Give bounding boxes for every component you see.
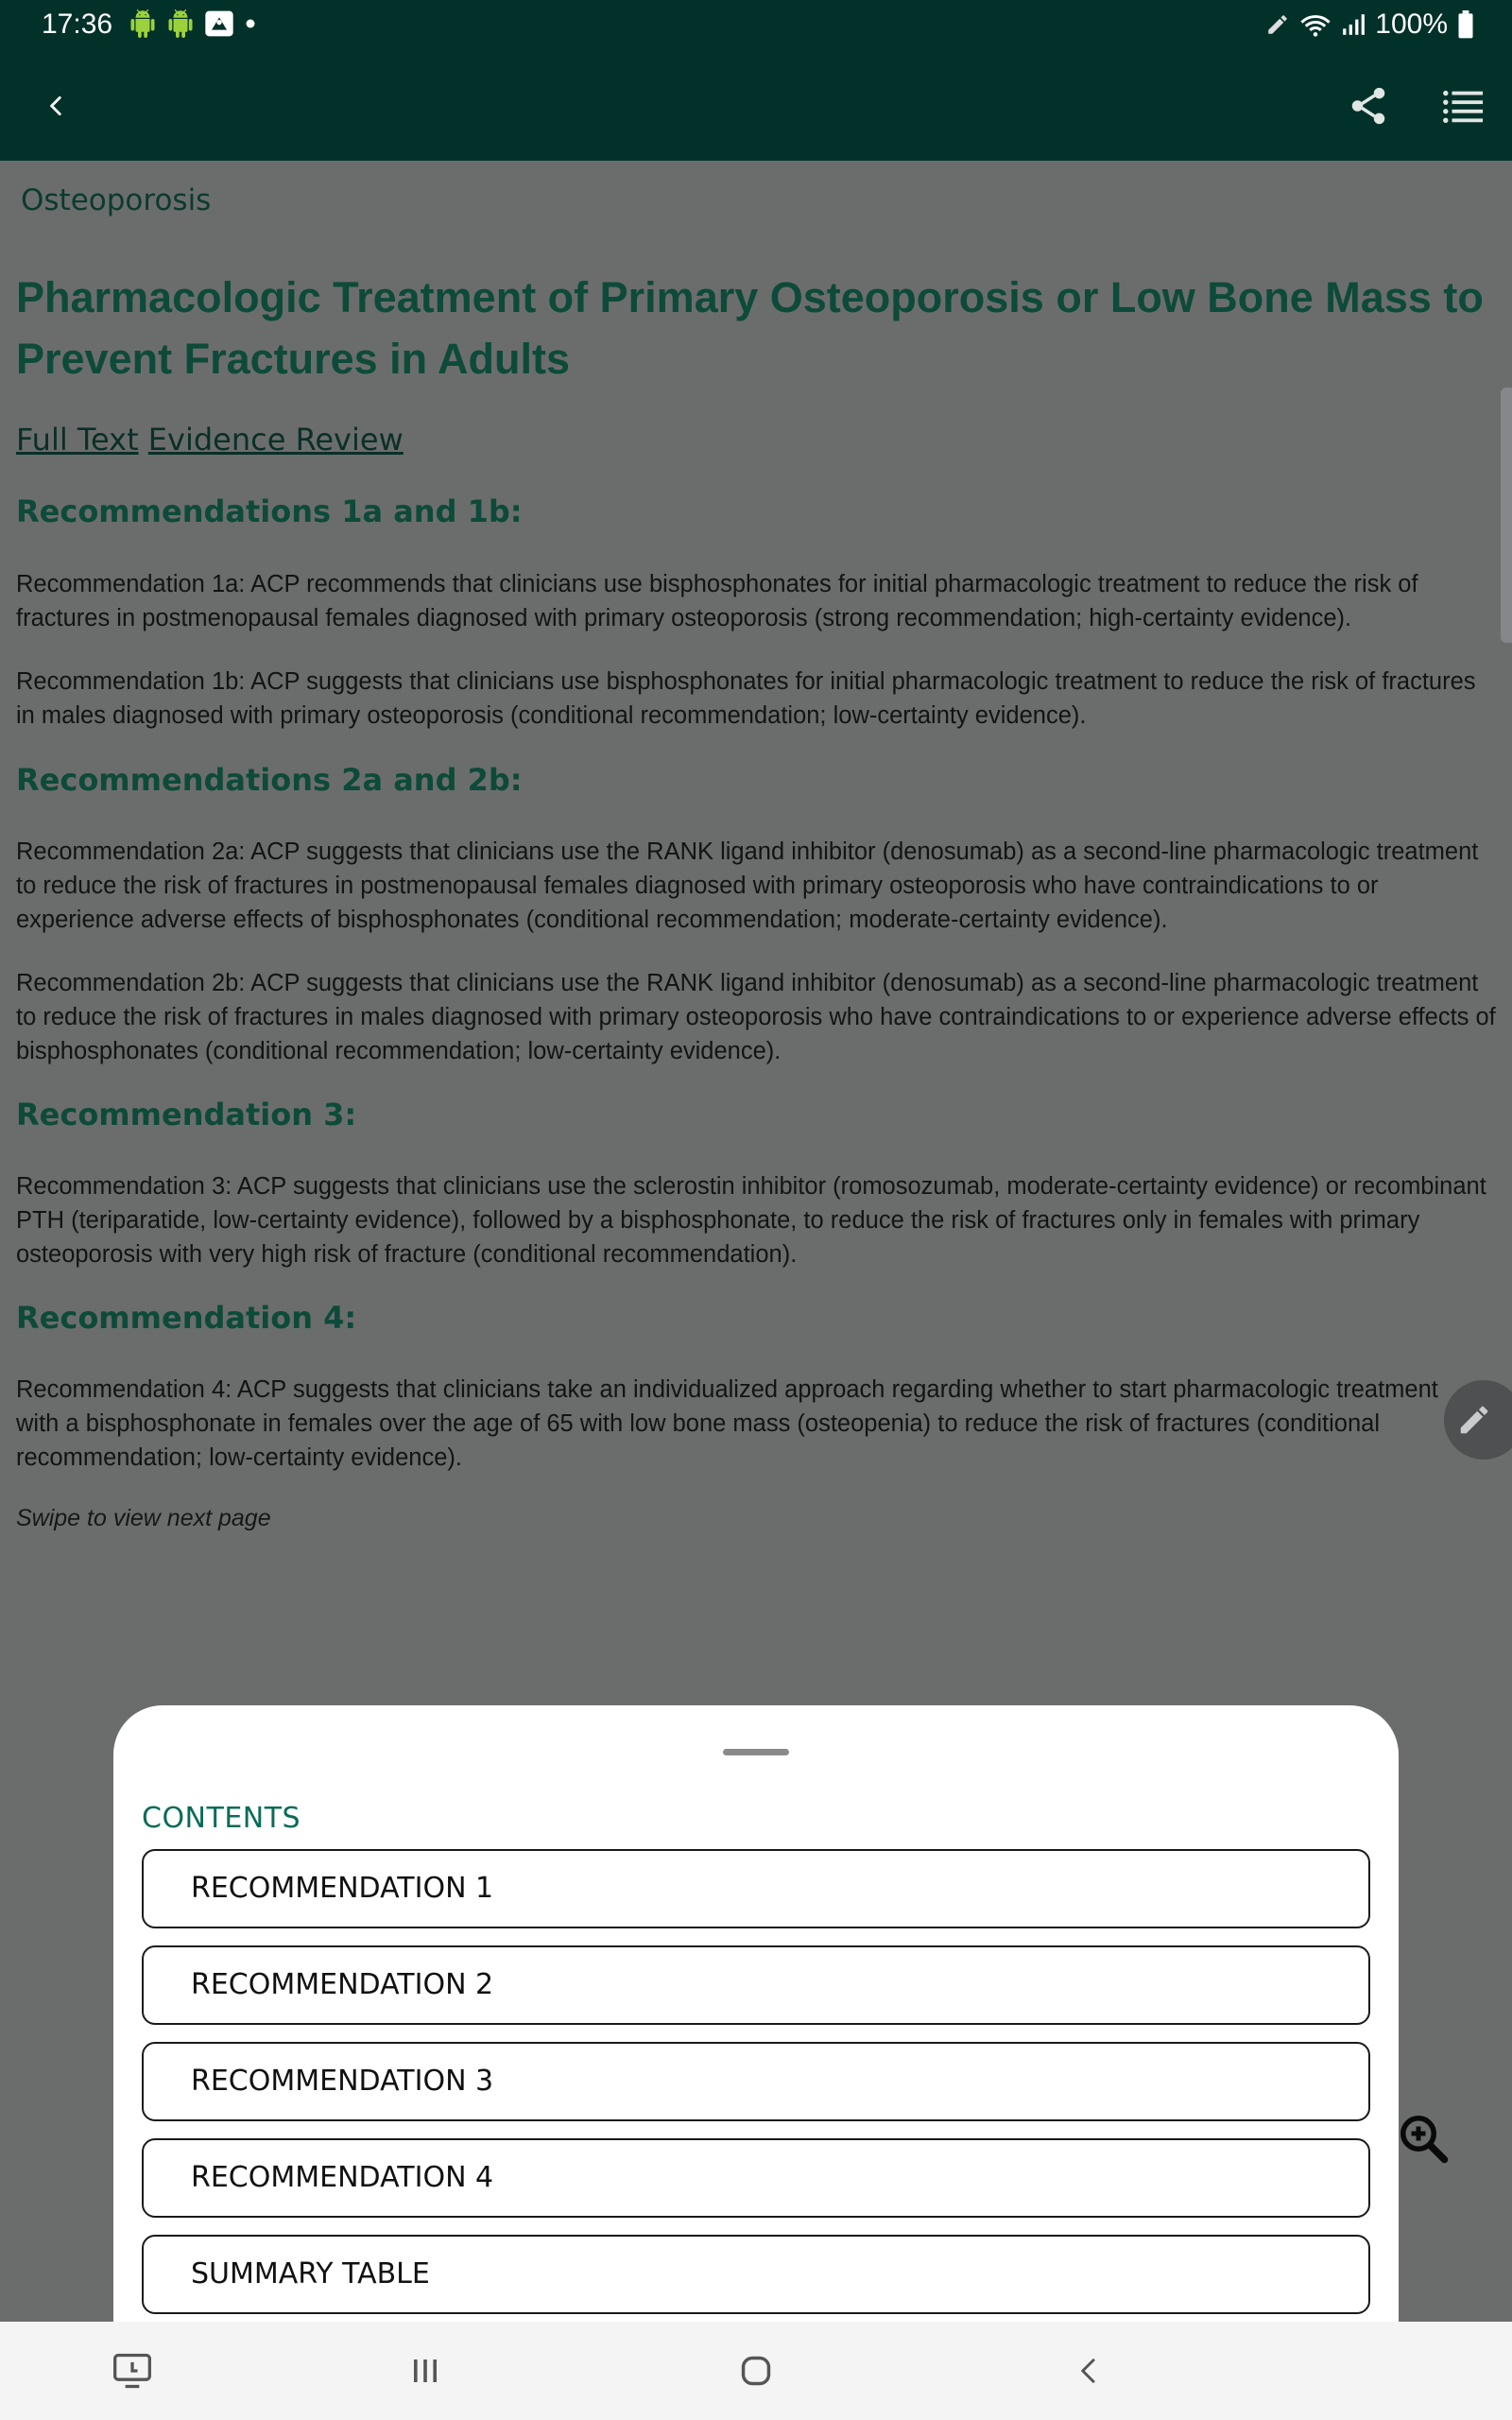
edge-panel-handle[interactable] xyxy=(1501,388,1512,643)
share-button[interactable] xyxy=(1338,76,1399,136)
contents-label: CONTENTS xyxy=(142,1802,301,1835)
evidence-review-link[interactable]: Evidence Review xyxy=(147,422,404,458)
contents-item-label: RECOMMENDATION 2 xyxy=(191,1968,494,2001)
breadcrumb[interactable]: Osteoporosis xyxy=(21,183,212,217)
signal-icon xyxy=(1341,12,1366,37)
contents-item-label: RECOMMENDATION 3 xyxy=(191,2065,494,2098)
section-heading: Recommendation 3: xyxy=(16,1097,357,1132)
back-button[interactable] xyxy=(28,78,85,134)
battery-icon xyxy=(1457,10,1474,39)
swipe-hint: Swipe to view next page xyxy=(16,1505,271,1531)
notification-icon xyxy=(204,9,234,38)
pen-icon xyxy=(1265,12,1290,37)
recommendation-paragraph: Recommendation 2b: ACP suggests that clinicians use the RANK ligand inhibitor (denosumab) as a second-line pharmacologic treatment to reduce the risk of fractures in males diagnosed with primary osteoporosis who have contraindications to or experience adverse effects of bisphosphonates (conditional recommendation; low-certainty evidence). xyxy=(16,970,1496,1064)
android-icon xyxy=(129,9,157,38)
screen-share-button[interactable] xyxy=(104,2342,161,2399)
system-back-button[interactable] xyxy=(1060,2342,1117,2399)
contents-item-summary-table[interactable] xyxy=(142,2235,1370,2314)
recommendation-paragraph: Recommendation 4: ACP suggests that clinicians take an individualized approach regarding whether to start pharmacologic treatment with a bisphosphonate in females over the age of 65 with low bone mass (osteopenia) to reduce the risk of fractures (conditional recommendation; low-certainty evidence). xyxy=(16,1376,1438,1471)
zoom-button[interactable] xyxy=(1395,2110,1452,2167)
list-icon xyxy=(1441,87,1485,125)
dot-icon xyxy=(244,17,257,30)
status-notification-icons xyxy=(129,9,257,38)
pencil-icon xyxy=(1456,1402,1492,1438)
full-text-link[interactable]: Full Text xyxy=(16,422,139,458)
recents-icon xyxy=(408,2354,442,2388)
home-icon xyxy=(738,2353,774,2389)
contents-item-recommendation-2[interactable] xyxy=(142,1945,1370,2025)
contents-bottom-sheet xyxy=(113,1705,1399,2322)
app-bar xyxy=(0,49,1512,161)
recommendation-paragraph: Recommendation 1a: ACP recommends that clinicians use bisphosphonates for initial pharmacologic treatment to reduce the risk of fractures in postmenopausal females diagnosed with primary osteoporosis (strong recommendation; high-certainty evidence). xyxy=(16,571,1418,631)
recommendation-paragraph: Recommendation 2a: ACP suggests that clinicians use the RANK ligand inhibitor (denosumab) as a second-line pharmacologic treatment to reduce the risk of fractures in postmenopausal females diagnosed with primary osteoporosis who have contraindications to or experience adverse effects of bisphosphonates (conditional recommendation; moderate-certainty evidence). xyxy=(16,838,1479,933)
contents-item-label: RECOMMENDATION 4 xyxy=(191,2161,494,2194)
recents-button[interactable] xyxy=(397,2342,454,2399)
contents-item-recommendation-4[interactable] xyxy=(142,2138,1370,2218)
section-heading: Recommendation 4: xyxy=(16,1300,357,1336)
system-navigation-bar xyxy=(0,2322,1512,2420)
sheet-drag-handle[interactable] xyxy=(723,1749,789,1755)
contents-item-recommendation-1[interactable] xyxy=(142,1849,1370,1928)
recommendation-paragraph: Recommendation 1b: ACP suggests that clinicians use bisphosphonates for initial pharmacologic treatment to reduce the risk of fractures in males diagnosed with primary osteoporosis (conditional recommendation; low-certainty evidence). xyxy=(16,668,1476,729)
document-links xyxy=(16,422,404,458)
contents-item-recommendation-3[interactable] xyxy=(142,2042,1370,2121)
chevron-left-icon xyxy=(44,92,69,120)
back-icon xyxy=(1074,2354,1103,2388)
recommendation-paragraph: Recommendation 3: ACP suggests that clinicians use the sclerostin inhibitor (romosozumab, moderate-certainty evidence) or recombinant PTH (teriparatide, low-certainty evidence), followed by a bisphosphonate, to reduce the risk of fractures only in females with primary osteoporosis with very high risk of fracture (conditional recommendation). xyxy=(16,1173,1486,1268)
status-time: 17:36 xyxy=(42,9,113,40)
section-heading: Recommendations 1a and 1b: xyxy=(16,493,523,529)
zoom-in-icon xyxy=(1395,2110,1452,2167)
page-title: Pharmacologic Treatment of Primary Osteoporosis or Low Bone Mass to Prevent Fractures in Adults xyxy=(16,273,1484,383)
android-icon xyxy=(166,9,195,38)
home-button[interactable] xyxy=(728,2342,784,2399)
share-icon xyxy=(1347,84,1390,128)
screen-share-icon xyxy=(112,2351,153,2391)
table-of-contents-button[interactable] xyxy=(1433,76,1493,136)
wifi-icon xyxy=(1299,10,1332,39)
battery-percentage: 100% xyxy=(1375,9,1448,40)
section-heading: Recommendations 2a and 2b: xyxy=(16,762,523,798)
contents-item-label: RECOMMENDATION 1 xyxy=(191,1872,494,1905)
contents-item-label: SUMMARY TABLE xyxy=(191,2257,430,2290)
status-bar xyxy=(0,0,1512,49)
status-system-icons xyxy=(1265,9,1474,41)
